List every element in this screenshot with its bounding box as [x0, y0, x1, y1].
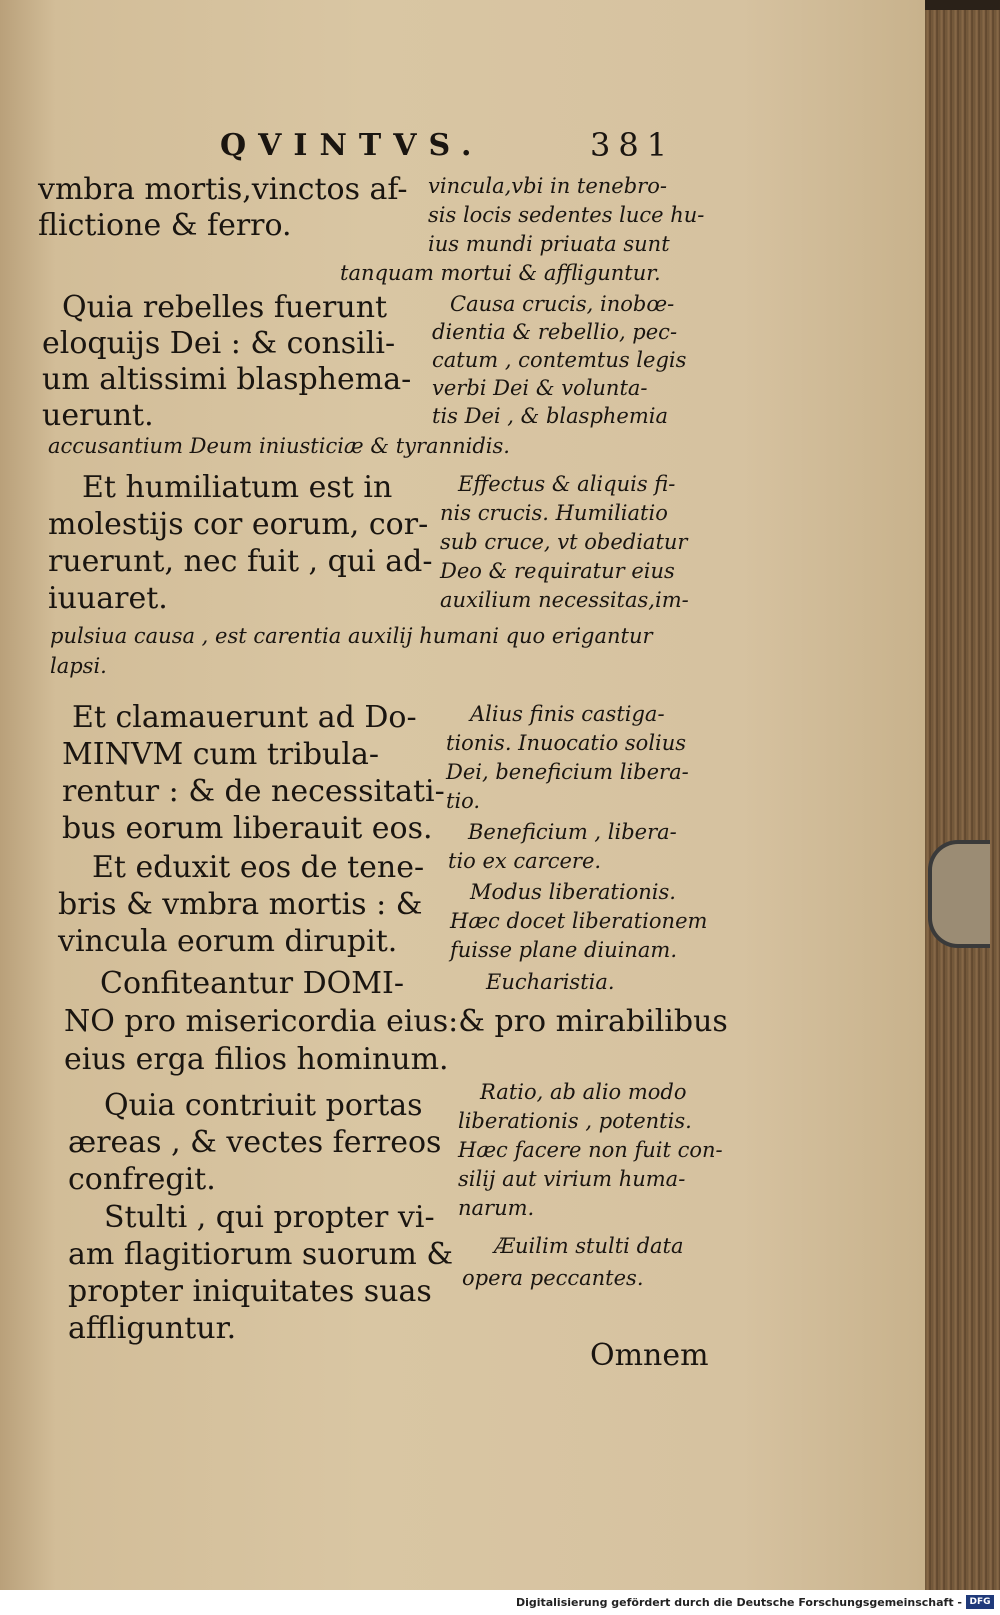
- book-page-edges: [925, 10, 1000, 1590]
- margin-note-line: Effectus & aliquis fi-: [458, 472, 676, 496]
- margin-note-line: Eucharistia.: [486, 970, 615, 994]
- main-text-line: affliguntur.: [68, 1311, 237, 1346]
- margin-note-line: Æuilim stulti data: [494, 1234, 684, 1258]
- book-clasp: [928, 840, 990, 948]
- margin-note-continuation: tanquam mortui & affliguntur.: [340, 261, 661, 285]
- margin-note-line: catum , contemtus legis: [432, 348, 687, 372]
- margin-note-line: ius mundi priuata sunt: [428, 232, 670, 256]
- margin-note-line: liberationis , potentis.: [458, 1109, 692, 1133]
- margin-note-continuation: pulsiua causa , est carentia auxilij humani quo erigantur: [50, 624, 653, 648]
- dfg-logo: DFG: [966, 1595, 994, 1609]
- margin-note-line: Alius finis castiga-: [470, 702, 665, 726]
- margin-note-line: opera peccantes.: [462, 1266, 644, 1290]
- margin-note-continuation: lapsi.: [50, 654, 107, 678]
- main-text-line: Et eduxit eos de tene-: [92, 850, 425, 885]
- main-text-line: am flagitiorum suorum &: [68, 1237, 454, 1272]
- main-text-line: uerunt.: [42, 398, 154, 433]
- main-text-line: vmbra mortis,vinctos af-: [38, 172, 408, 207]
- main-text-line: bus eorum liberauit eos.: [62, 811, 433, 846]
- main-text-line: rentur : & de necessitati-: [62, 774, 445, 809]
- margin-note-line: dientia & rebellio, pec-: [432, 320, 678, 344]
- main-text-line: NO pro misericordia eius:& pro mirabilibus: [64, 1004, 728, 1039]
- main-text-line: Stulti , qui propter vi-: [104, 1200, 435, 1235]
- margin-note-line: Modus liberationis.: [470, 880, 676, 904]
- margin-note-line: silij aut virium huma-: [458, 1167, 686, 1191]
- main-text-line: Et clamauerunt ad Do-: [72, 700, 417, 735]
- margin-note-line: sis locis sedentes luce hu-: [428, 203, 705, 227]
- main-text-line: Confiteantur DOMI-: [100, 966, 404, 1001]
- margin-note-line: fuisse plane diuinam.: [450, 938, 678, 962]
- main-text-line: Quia rebelles fuerunt: [62, 290, 388, 325]
- margin-note-line: narum.: [458, 1196, 535, 1220]
- margin-note-line: tio ex carcere.: [448, 849, 602, 873]
- digitization-credit: Digitalisierung gefördert durch die Deutsche Forschungsgemeinschaft -: [515, 1596, 962, 1609]
- margin-note-line: tis Dei , & blasphemia: [432, 404, 668, 428]
- main-text-line: bris & vmbra mortis : &: [58, 887, 423, 922]
- main-text-line: propter iniquitates suas: [68, 1274, 432, 1309]
- main-text-line: ruerunt, nec fuit , qui ad-: [48, 544, 433, 579]
- margin-note-line: verbi Dei & volunta-: [432, 376, 648, 400]
- main-text-line: molestijs cor eorum, cor-: [48, 507, 429, 542]
- main-text-line: MINVM cum tribula-: [62, 737, 379, 772]
- page-number: 381: [590, 126, 676, 164]
- margin-note-line: Hæc docet liberationem: [450, 909, 708, 933]
- margin-note-line: tionis. Inuocatio solius: [446, 731, 687, 755]
- main-text-line: confregit.: [68, 1162, 216, 1197]
- main-text-line: eloquijs Dei : & consili-: [42, 326, 396, 361]
- margin-note-continuation: accusantium Deum iniusticiæ & tyrannidis.: [48, 434, 510, 458]
- margin-note-line: Hæc facere non fuit con-: [458, 1138, 723, 1162]
- main-text-line: Et humiliatum est in: [82, 470, 393, 505]
- margin-note-line: sub cruce, vt obediatur: [440, 530, 688, 554]
- margin-note-line: Causa crucis, inobœ-: [450, 292, 675, 316]
- catchword: Omnem: [590, 1338, 709, 1373]
- margin-note-line: Deo & requiratur eius: [440, 559, 675, 583]
- running-title: QVINTVS.: [220, 128, 484, 163]
- margin-note-line: vincula,vbi in tenebro-: [428, 174, 667, 198]
- main-text-line: um altissimi blasphema-: [42, 362, 412, 397]
- main-text-line: æreas , & vectes ferreos: [68, 1125, 442, 1160]
- margin-note-line: Ratio, ab alio modo: [480, 1080, 687, 1104]
- main-text-line: Quia contriuit portas: [104, 1088, 423, 1123]
- main-text-line: flictione & ferro.: [38, 208, 292, 243]
- margin-note-line: tio.: [446, 789, 481, 813]
- margin-note-line: nis crucis. Humiliatio: [440, 501, 668, 525]
- margin-note-line: Beneficium , libera-: [468, 820, 677, 844]
- margin-note-line: Dei, beneficium libera-: [446, 760, 689, 784]
- main-text-line: vincula eorum dirupit.: [58, 924, 398, 959]
- main-text-line: eius erga filios hominum.: [64, 1042, 449, 1077]
- footer-bar: [0, 1590, 1000, 1615]
- main-text-line: iuuaret.: [48, 581, 168, 616]
- margin-note-line: auxilium necessitas,im-: [440, 588, 689, 612]
